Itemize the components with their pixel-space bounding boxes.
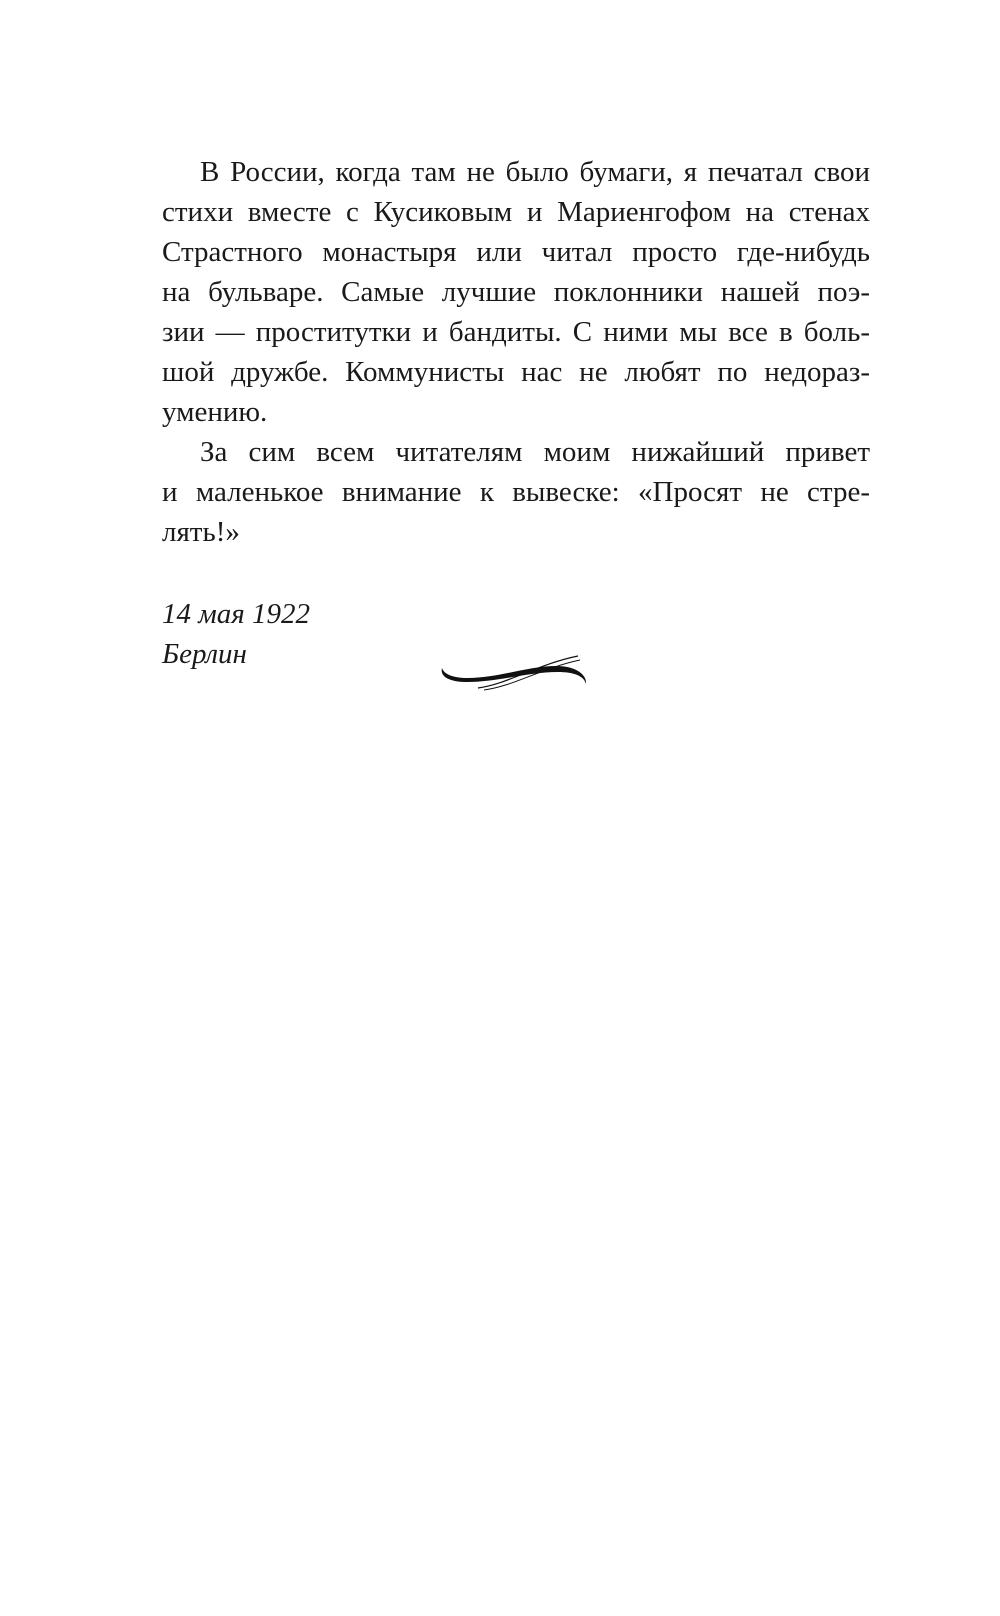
paragraph-2 [162,432,870,552]
signoff-date: 14 мая 1922 [162,598,310,630]
paragraph-1 [162,152,870,432]
text-line: За сим всем читателям моим нижайший привет [200,436,870,468]
text-page [162,152,870,674]
text-line: лять!» [162,516,240,548]
text-line: стихи вместе с Кусиковым и Мариенгофом на стенах [162,196,870,228]
signoff-place: Берлин [162,638,247,670]
text-line: шой дружбе. Коммунисты нас не любят по недораз- [162,356,870,388]
text-line: умению. [162,396,268,428]
text-line: Страстного монастыря или читал просто где-нибудь [162,236,870,268]
flourish-ornament-icon [438,650,590,694]
text-line: В России, когда там не было бумаги, я печатал свои [200,156,870,188]
text-line: зии — проститутки и бандиты. С ними мы все в боль- [162,316,870,348]
text-line: и маленькое внимание к вывеске: «Просят не стре- [162,476,870,508]
text-line: на бульваре. Самые лучшие поклонники нашей поэ- [162,276,870,308]
